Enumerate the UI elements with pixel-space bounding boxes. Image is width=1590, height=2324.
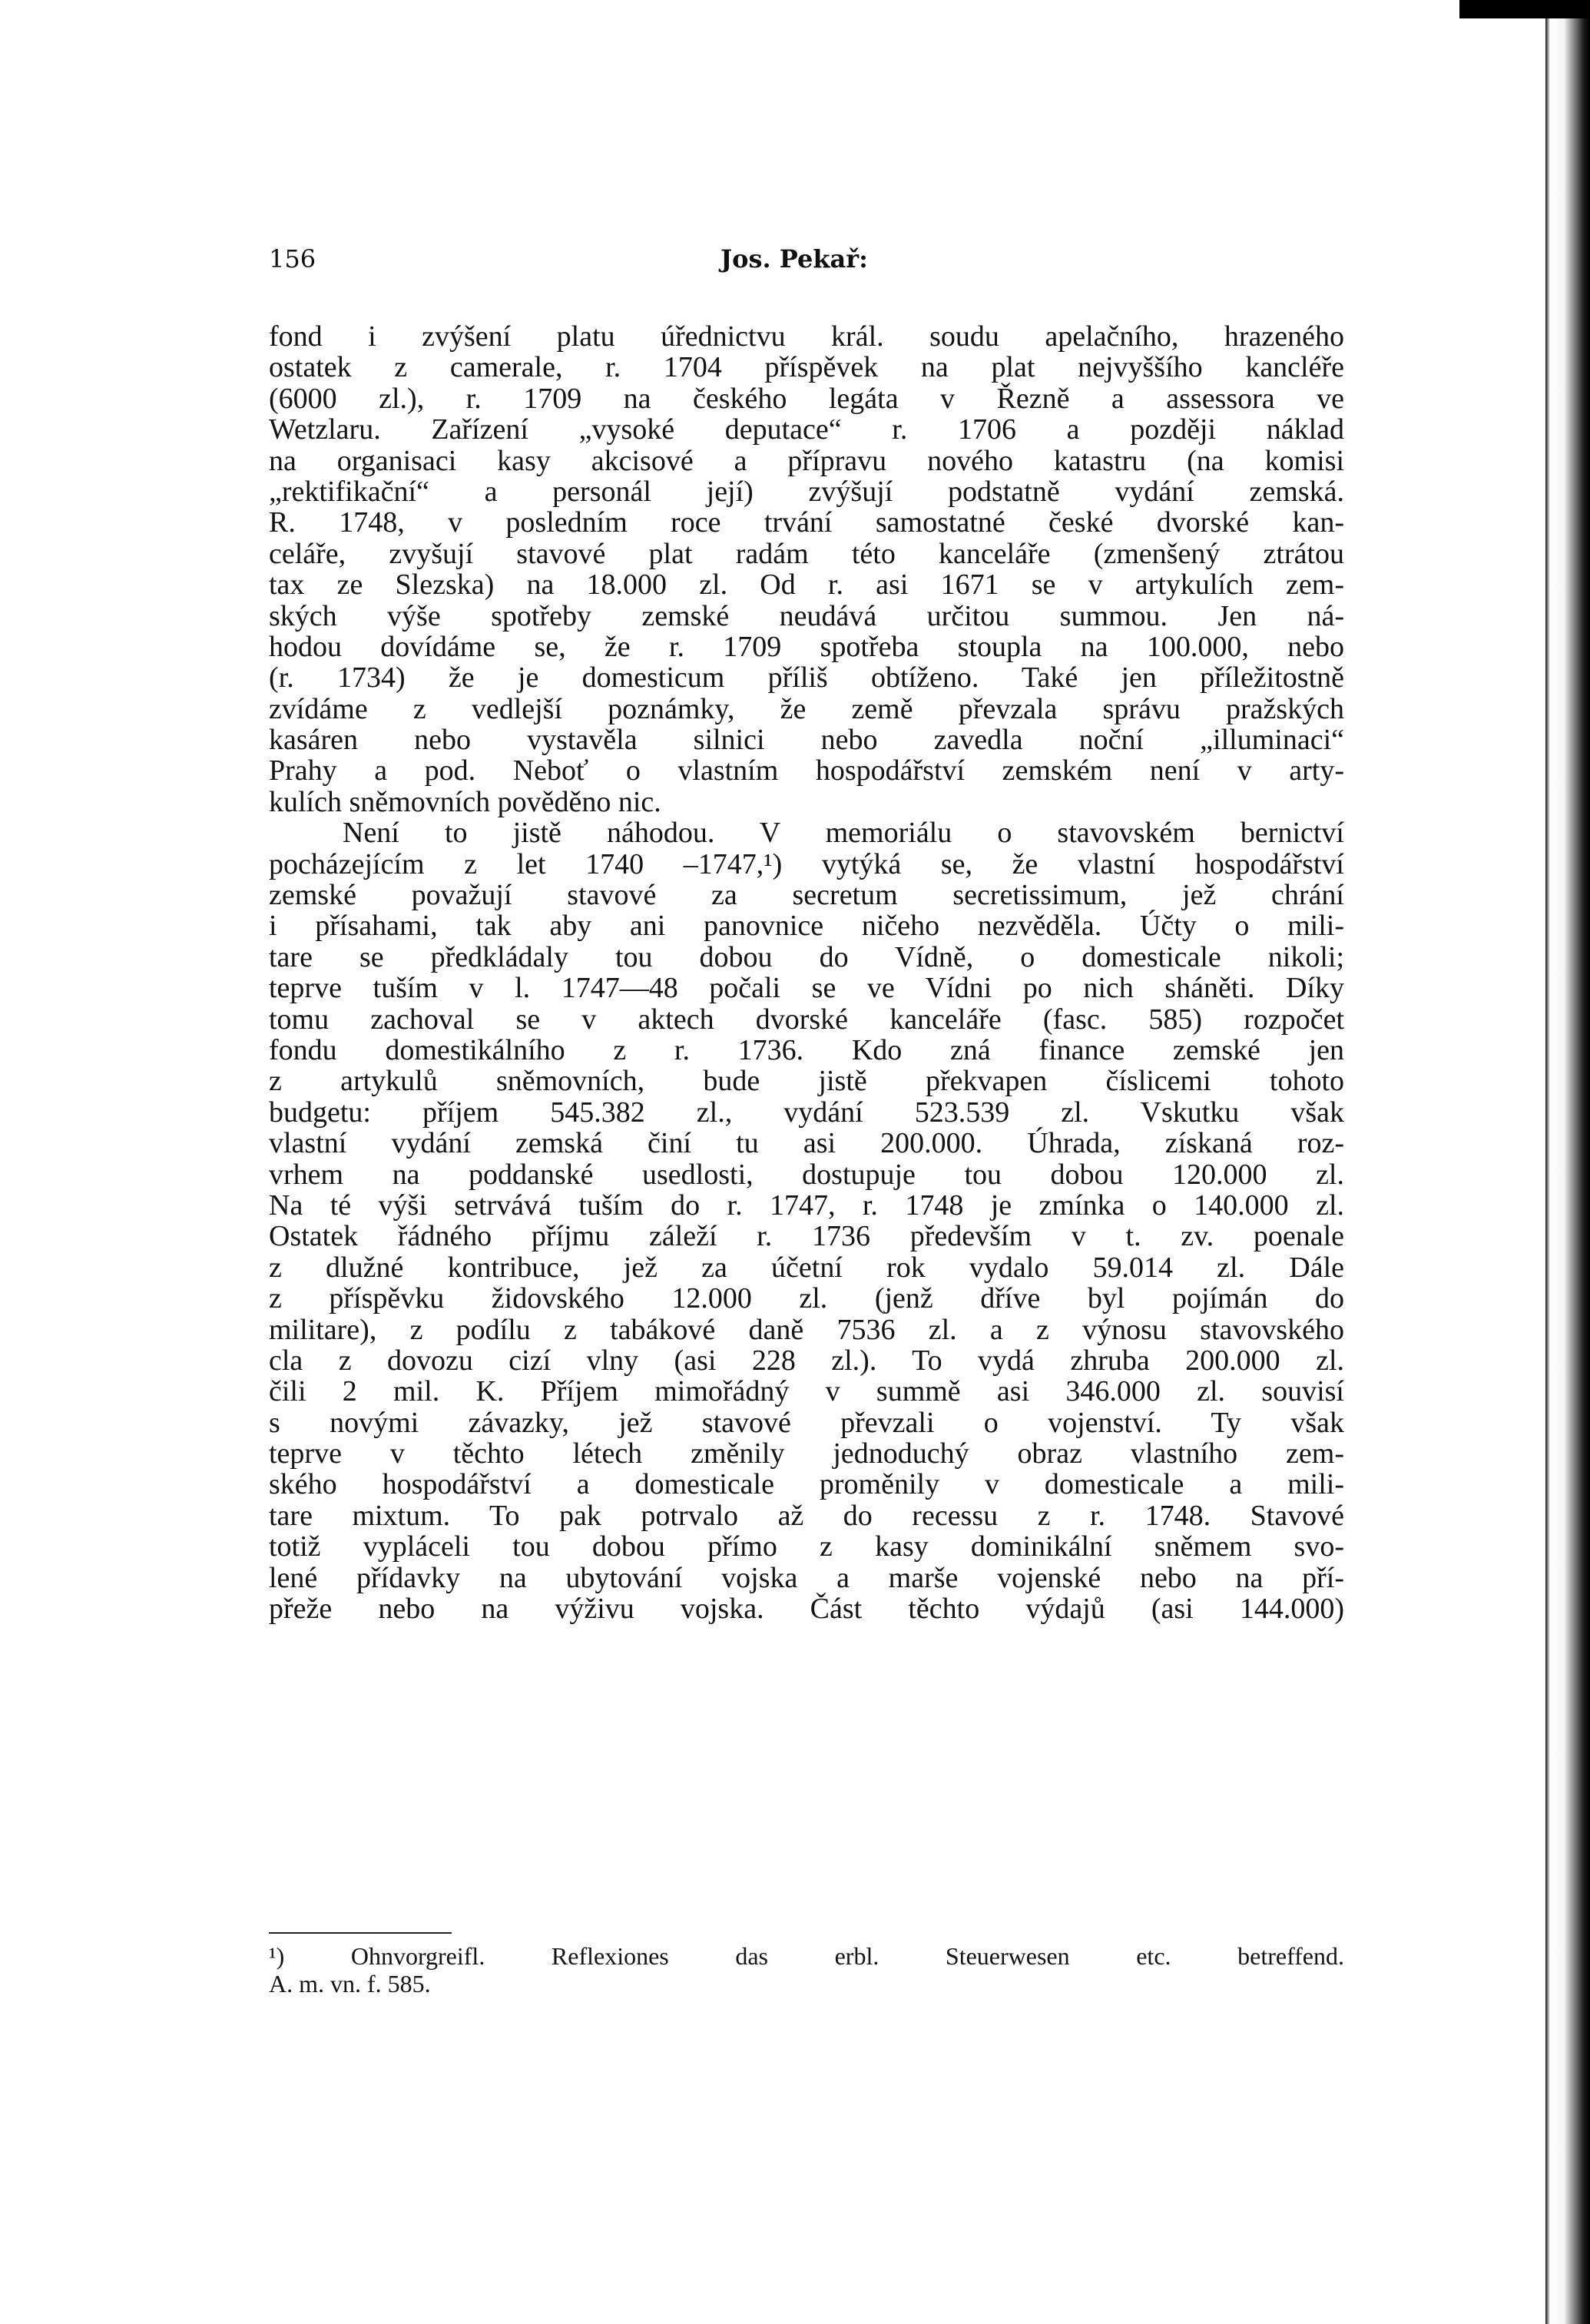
body-line: fond i zvýšení platu úřednictvu král. soudu apelačního, hrazeného <box>269 320 1344 353</box>
body-line: tare mixtum. To pak potrvalo až do recessu z r. 1748. Stavové <box>269 1499 1344 1532</box>
body-line: zemské považují stavové za secretum secretissimum, jež chrání <box>269 879 1344 912</box>
body-line: z artykulů sněmovních, bude jistě překvapen číslicemi tohoto <box>269 1065 1344 1098</box>
running-head <box>269 244 1344 283</box>
body-line: z dlužné kontribuce, jež za účetní rok vydalo 59.014 zl. Dále <box>269 1251 1344 1284</box>
body-line: tax ze Slezska) na 18.000 zl. Od r. asi 1671 se v artykulích zem- <box>269 569 1344 602</box>
body-line: (6000 zl.), r. 1709 na českého legáta v Řezně a assessora ve <box>269 382 1344 415</box>
body-line: (r. 1734) že je domesticum příliš obtíženo. Také jen příležitostně <box>269 661 1344 695</box>
body-line: Ostatek řádného příjmu záleží r. 1736 především v t. zv. poenale <box>269 1220 1344 1253</box>
body-line: celáře, zvyšují stavové plat radám této kanceláře (zmenšený ztrátou <box>269 537 1344 570</box>
body-line: pocházejícím z let 1740 –1747,¹) vytýká se, že vlastní hospodářství <box>269 847 1344 880</box>
paragraph-end-line: kulích sněmovních pověděno nic. <box>269 785 661 818</box>
body-line: „rektifikační“ a personál její) zvýšují podstatně vydání zemská. <box>269 475 1344 508</box>
body-line: ostatek z camerale, r. 1704 příspěvek na plat nejvyššího kancléře <box>269 351 1344 384</box>
footnote-line: A. m. vn. f. 585. <box>269 1970 431 1997</box>
body-line: kasáren nebo vystavěla silnici nebo zavedla noční „illuminaci“ <box>269 724 1344 757</box>
body-line: Prahy a pod. Neboť o vlastním hospodářství zemském není v arty- <box>269 754 1344 787</box>
body-line: militare), z podílu z tabákové daně 7536 zl. a z výnosu stavovského <box>269 1313 1344 1346</box>
paragraph-start-line: Není to jistě náhodou. V memoriálu o stavovském bernictví <box>343 817 1344 850</box>
body-text <box>269 321 1344 1624</box>
page-number: 156 <box>269 244 316 274</box>
running-head-author: Jos. Pekař: <box>720 244 868 274</box>
body-line: Na té výši setrvává tuším do r. 1747, r. 1748 je zmínka o 140.000 zl. <box>269 1189 1344 1222</box>
scan-page-edge <box>1545 0 1590 2324</box>
body-line: z příspěvku židovského 12.000 zl. (jenž dříve byl pojímán do <box>269 1282 1344 1315</box>
body-line: teprve v těchto létech změnily jednoduchý obraz vlastního zem- <box>269 1437 1344 1470</box>
body-line: na organisaci kasy akcisové a přípravu nového katastru (na komisi <box>269 444 1344 477</box>
body-line: R. 1748, v posledním roce trvání samostatné české dvorské kan- <box>269 506 1344 539</box>
body-line: i přísahami, tak aby ani panovnice ničeho nezvěděla. Účty o mili- <box>269 910 1344 943</box>
body-line: teprve tuším v l. 1747—48 počali se ve Vídni po nich sháněti. Díky <box>269 972 1344 1005</box>
body-line: totiž vypláceli tou dobou přímo z kasy dominikální sněmem svo- <box>269 1530 1344 1563</box>
body-line: hodou dovídáme se, že r. 1709 spotřeba stoupla na 100.000, nebo <box>269 630 1344 663</box>
body-line: lené přídavky na ubytování vojska a marše vojenské nebo na pří- <box>269 1561 1344 1594</box>
body-line: ských výše spotřeby zemské neudává určitou summou. Jen ná- <box>269 599 1344 632</box>
body-line: Wetzlaru. Zařízení „vysoké deputace“ r. 1706 a později náklad <box>269 413 1344 446</box>
body-line: přeže nebo na výživu vojska. Část těchto výdajů (asi 144.000) <box>269 1593 1344 1626</box>
body-line: vrhem na poddanské usedlosti, dostupuje tou dobou 120.000 zl. <box>269 1158 1344 1191</box>
body-line: tomu zachoval se v aktech dvorské kanceláře (fasc. 585) rozpočet <box>269 1003 1344 1036</box>
body-line: cla z dovozu cizí vlny (asi 228 zl.). To vydá zhruba 200.000 zl. <box>269 1344 1344 1377</box>
body-line: fondu domestikálního z r. 1736. Kdo zná finance zemské jen <box>269 1033 1344 1066</box>
footnotes <box>269 1942 1344 1997</box>
body-line: vlastní vydání zemská činí tu asi 200.000. Úhrada, získaná roz- <box>269 1127 1344 1160</box>
body-line: tare se předkládaly tou dobou do Vídně, o domesticale nikoli; <box>269 940 1344 973</box>
body-line: s novými závazky, jež stavové převzali o vojenství. Ty však <box>269 1406 1344 1439</box>
body-line: zvídáme z vedlejší poznámky, že země převzala správu pražských <box>269 692 1344 725</box>
body-line: ského hospodářství a domesticale proměnily v domesticale a mili- <box>269 1468 1344 1501</box>
scan-border <box>1459 0 1590 18</box>
footnote-line: ¹) Ohnvorgreifl. Reflexiones das erbl. Steuerwesen etc. betreffend. <box>269 1942 1344 1970</box>
footnote-divider <box>269 1932 452 1934</box>
body-line: čili 2 mil. K. Příjem mimořádný v summě asi 346.000 zl. souvisí <box>269 1375 1344 1408</box>
body-line: budgetu: příjem 545.382 zl., vydání 523.539 zl. Vskutku však <box>269 1096 1344 1129</box>
